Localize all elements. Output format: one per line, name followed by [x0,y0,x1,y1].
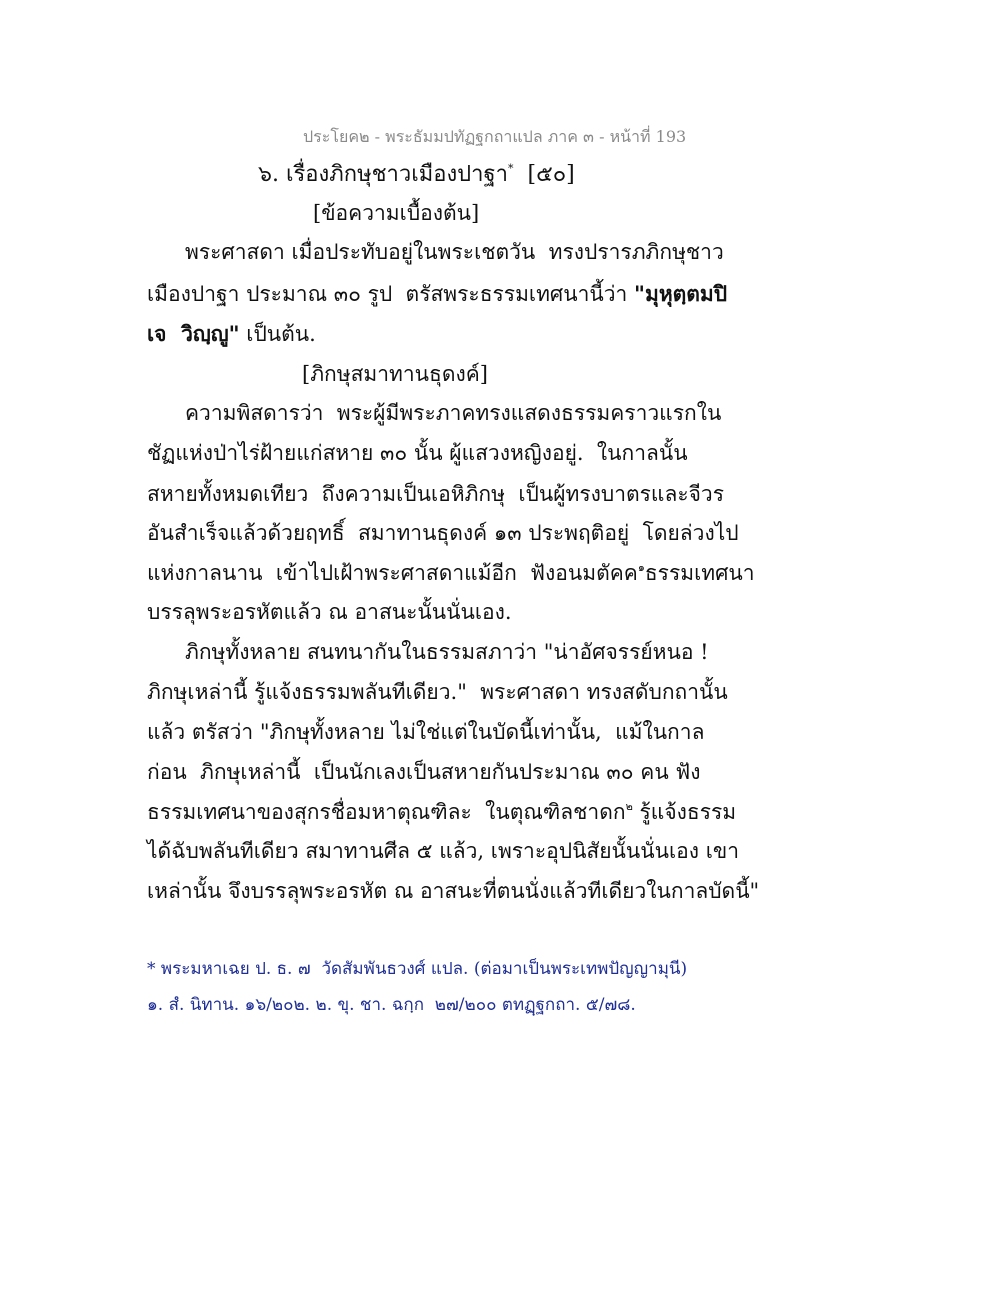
line-text: เป็นต้น. [239,322,316,346]
paragraph-line: อันสำเร็จแล้วด้วยฤทธิ์ สมาทานธุดงค์ ๑๓ ประพฤติอยู่ โดยล่วงไป [147,521,739,545]
paragraph-line [147,320,316,348]
paragraph-line: ได้ฉับพลันทีเดียว สมาทานศีล ๕ แล้ว, เพราะอุปนิสัยนั้นนั่นเอง เขา [147,839,740,863]
footnote-ref: ๑ [637,561,645,574]
translator-note-mark: * [508,162,514,175]
footnote-ref: ๒ [625,800,633,813]
section-heading-ordination: [ภิกษุสมาทานธุดงค์] [302,362,488,386]
paragraph-line: พระศาสดา เมื่อประทับอยู่ในพระเชตวัน ทรงปรารภภิกษุชาว [185,240,724,264]
paragraph-line: ความพิสดารว่า พระผู้มีพระภาคทรงแสดงธรรมคราวแรกใน [185,401,722,425]
paragraph-line [147,559,755,587]
paragraph-line [147,798,736,826]
line-text: ธรรมเทศนา [644,561,755,585]
paragraph-line: ภิกษุทั้งหลาย สนทนากันในธรรมสภาว่า "น่าอัศจรรย์หนอ ! [185,640,709,664]
footnote-line: * พระมหาเฉย ป. ธ. ๗ วัดสัมพันธวงศ์ แปล. (ต่อมาเป็นพระเทพปัญญามุนี) [147,959,688,979]
story-title-text: ๖. เรื่องภิกษุชาวเมืองปาฐา [258,162,508,187]
paragraph-line: ก่อน ภิกษุเหล่านี้ เป็นนักเลงเป็นสหายกันประมาณ ๓๐ คน ฟัง [147,760,701,784]
story-title [258,161,575,189]
footnote-line: ๑. สํ. นิทาน. ๑๖/๒๐๒. ๒. ขุ. ชา. ฉกฺก ๒๗/๒๐๐ ตทฏฺฐกถา. ๕/๗๘. [147,995,636,1015]
paragraph-line [147,280,727,308]
paragraph-line: ชัฏแห่งป่าไร่ฝ้ายแก่สหาย ๓๐ นั้น ผู้แสวงหญิงอยู่. ในกาลนั้น [147,441,688,465]
paragraph-line: บรรลุพระอรหัตแล้ว ณ อาสนะนั้นนั่นเอง. [147,600,512,624]
pali-verse-opening: "มุหุตฺตมปิ [634,281,728,306]
section-heading-intro: [ข้อความเบื้องต้น] [313,201,480,225]
line-text: เมืองปาฐา ประมาณ ๓๐ รูป ตรัสพระธรรมเทศนานี้ว่า [147,282,635,306]
line-text: ธรรมเทศนาของสุกรชื่อมหาตุณฑิละ ในตุณฑิลชาดก [147,800,626,824]
paragraph-line: แล้ว ตรัสว่า "ภิกษุทั้งหลาย ไม่ใช่แต่ในบัดนี้เท่านั้น, แม้ในกาล [147,720,705,744]
story-number: [๕๐] [513,162,575,187]
pali-verse-opening: เจ วิญฺญู" [147,321,240,346]
line-text: รู้แจ้งธรรม [632,800,737,824]
paragraph-line: ภิกษุเหล่านี้ รู้แจ้งธรรมพลันทีเดียว." พระศาสดา ทรงสดับกถานั้น [147,680,728,704]
paragraph-line: สหายทั้งหมดเทียว ถึงความเป็นเอหิภิกษุ เป็นผู้ทรงบาตรและจีวร [147,482,724,506]
page-header: ประโยค๒ - พระธัมมปทัฏฐกถาแปล ภาค ๓ - หน้าที่ 193 [303,127,687,146]
paragraph-line: เหล่านั้น จึงบรรลุพระอรหัต ณ อาสนะที่ตนนั่งแล้วทีเดียวในกาลบัดนี้" [147,879,760,903]
line-text: แห่งกาลนาน เข้าไปเฝ้าพระศาสดาแม้อีก ฟังอนมตัคค [147,561,638,585]
